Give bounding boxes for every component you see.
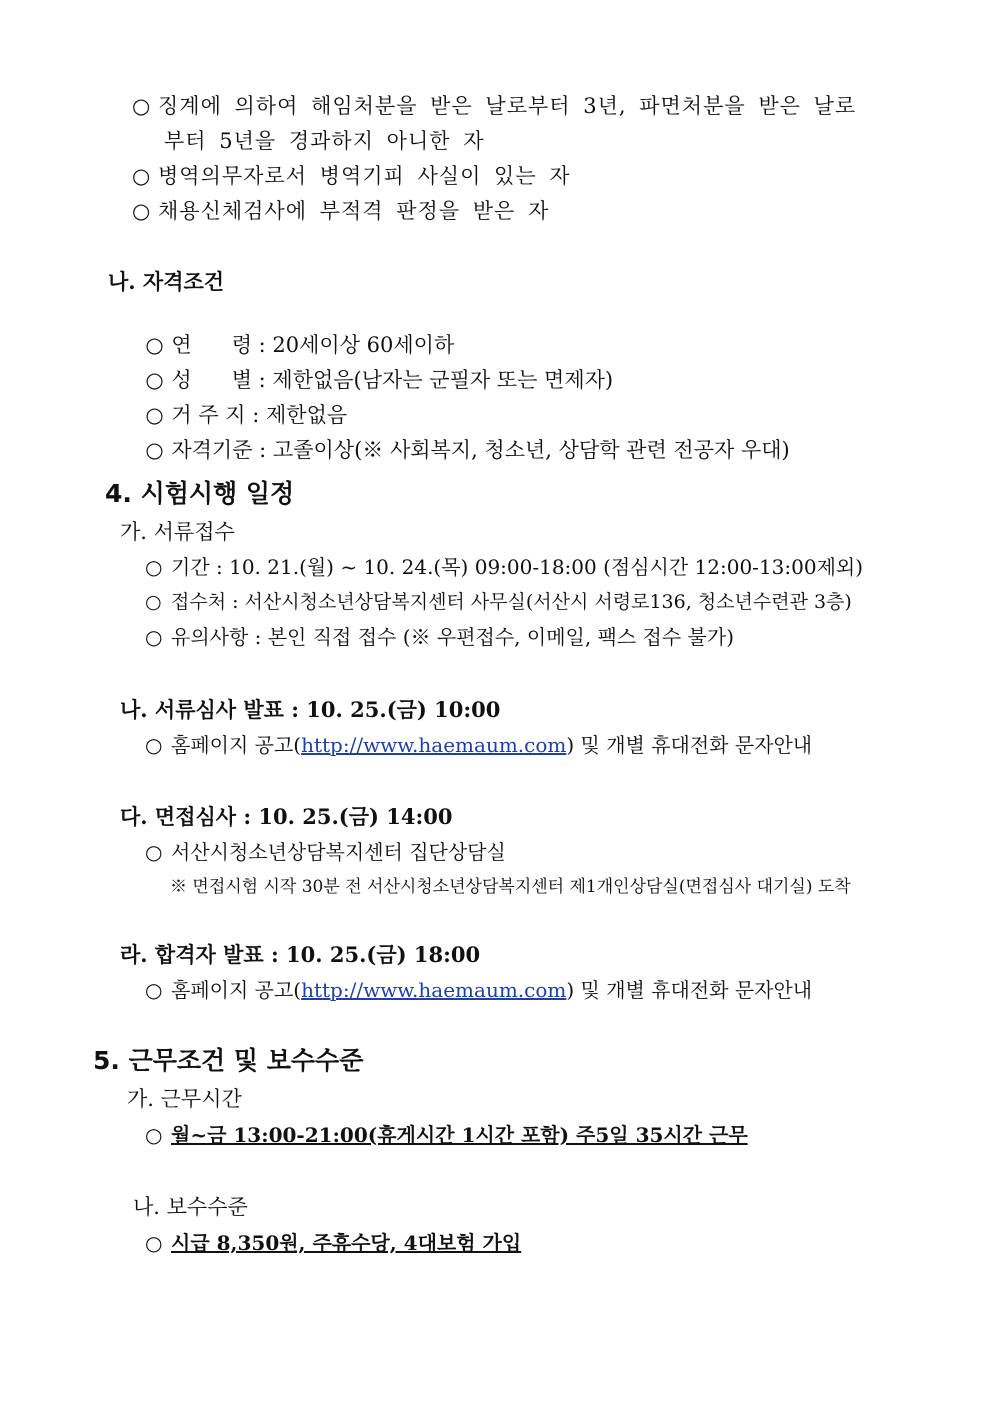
bullet-icon: ○: [145, 625, 163, 649]
homepage-link[interactable]: http://www.haemaum.com: [301, 733, 567, 757]
bullet-icon: ○: [132, 199, 152, 223]
section5-title: 5. 근무조건 및 보수수준: [93, 1046, 364, 1075]
bullet-icon: ○: [132, 164, 152, 188]
disqualify-item-cont: 부터 5년을 경과하지 아니한 자: [164, 129, 485, 153]
interview-title: 다. 면접심사 : 10. 25.(금) 14:00: [120, 804, 453, 829]
disqualify-item: ○ 채용신체검사에 부적격 판정을 받은 자: [132, 199, 550, 223]
bullet-icon: ○: [145, 1231, 163, 1255]
doc-result-title: 나. 서류심사 발표 : 10. 25.(금) 10:00: [120, 697, 501, 722]
docs-title: 가. 서류접수: [120, 520, 235, 544]
interview-item: ○ 서산시청소년상담복지센터 집단상담실: [145, 840, 506, 864]
interview-note: ※ 면접시험 시작 30분 전 서산시청소년상담복지센터 제1개인상담실(면접심사 대기실) 도착: [170, 877, 851, 897]
docs-item: ○ 유의사항 : 본인 직접 접수 (※ 우편접수, 이메일, 팩스 접수 불가): [145, 625, 734, 649]
docs-item: ○ 기간 : 10. 21.(월) ~ 10. 24.(목) 09:00-18:00 (점심시간 12:00-13:00제외): [145, 555, 864, 579]
bullet-icon: ○: [145, 333, 164, 357]
hours-title: 가. 근무시간: [127, 1087, 242, 1111]
doc-result-item: ○ 홈페이지 공고(http://www.haemaum.com) 및 개별 휴대전화 문자안내: [145, 733, 813, 757]
pay-item: ○ 시급 8,350원, 주휴수당, 4대보험 가입: [145, 1231, 522, 1255]
qualification-item: ○ 거 주 지 : 제한없음: [145, 403, 348, 427]
qualification-item: ○ 자격기준 : 고졸이상(※ 사회복지, 청소년, 상담학 관련 전공자 우대): [145, 438, 790, 462]
bullet-icon: ○: [145, 403, 164, 427]
qualification-item: ○ 성 별 : 제한없음(남자는 군필자 또는 면제자): [145, 368, 614, 392]
qualification-item: ○ 연 령 : 20세이상 60세이하: [145, 333, 455, 357]
bullet-icon: ○: [145, 555, 163, 579]
qualification-title: 나. 자격조건: [108, 269, 225, 294]
bullet-icon: ○: [145, 438, 164, 462]
docs-item: ○ 접수처 : 서산시청소년상담복지센터 사무실(서산시 서령로136, 청소년수련관 3층): [145, 588, 852, 616]
bullet-icon: ○: [145, 591, 162, 613]
bullet-icon: ○: [145, 978, 163, 1002]
section4-title: 4. 시험시행 일정: [105, 479, 295, 508]
bullet-icon: ○: [132, 94, 152, 118]
pay-title: 나. 보수수준: [133, 1195, 248, 1219]
bullet-icon: ○: [145, 1123, 163, 1147]
bullet-icon: ○: [145, 733, 163, 757]
homepage-link[interactable]: http://www.haemaum.com: [301, 978, 567, 1002]
final-title: 라. 합격자 발표 : 10. 25.(금) 18:00: [120, 942, 481, 967]
final-item: ○ 홈페이지 공고(http://www.haemaum.com) 및 개별 휴대전화 문자안내: [145, 978, 813, 1002]
bullet-icon: ○: [145, 840, 163, 864]
hours-item: ○ 월~금 13:00-21:00(휴게시간 1시간 포함) 주5일 35시간 근무: [145, 1123, 748, 1147]
disqualify-item: ○ 징계에 의하여 해임처분을 받은 날로부터 3년, 파면처분을 받은 날로: [132, 94, 857, 118]
bullet-icon: ○: [145, 368, 164, 392]
disqualify-item: ○ 병역의무자로서 병역기피 사실이 있는 자: [132, 164, 571, 188]
